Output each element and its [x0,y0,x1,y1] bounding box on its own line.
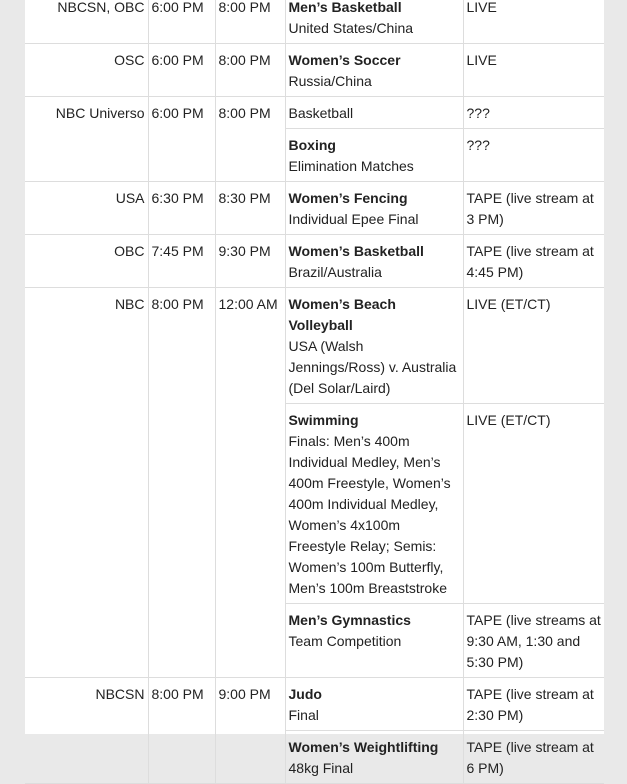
event-detail: United States/China [288,20,414,36]
program-cell [285,97,463,129]
tv-schedule-table [25,0,604,784]
event-detail: Individual Epee Final [288,211,419,227]
event-name: Women’s Weightlifting [288,739,439,755]
start-time-cell: 6:00 PM [148,0,215,44]
end-time-cell: 8:00 PM [215,0,285,44]
event-detail: Brazil/Australia [288,264,382,280]
program-cell [285,604,463,678]
event-detail: Russia/China [288,73,372,89]
event-name: Men’s Basketball [288,0,402,15]
broadcast-note-cell: TAPE (live stream at 6 PM) [463,731,604,784]
event-detail: Basketball [288,105,354,121]
broadcast-note-cell: TAPE (live streams at 9:30 AM, 1:30 and 5:30 PM) [463,604,604,678]
end-time-cell: 12:00 AM [215,288,285,678]
broadcast-note-cell: LIVE (ET/CT) [463,288,604,404]
broadcast-note-cell: LIVE [463,0,604,44]
event-detail: 48kg Final [288,760,354,776]
broadcast-note-cell: TAPE (live stream at 4:45 PM) [463,235,604,288]
event-name: Swimming [288,412,359,428]
end-time-cell: 8:30 PM [215,182,285,235]
end-time-cell: 9:30 PM [215,235,285,288]
network-cell: NBCSN, OBC [25,0,148,44]
event-name: Boxing [288,137,336,153]
broadcast-note-cell: TAPE (live stream at 2:30 PM) [463,678,604,731]
table-row [25,678,604,731]
program-cell [285,235,463,288]
table-row [25,288,604,404]
broadcast-note-cell: TAPE (live stream at 3 PM) [463,182,604,235]
program-cell [285,678,463,731]
end-time-cell: 9:00 PM [215,678,285,784]
event-detail: Team Competition [288,633,402,649]
start-time-cell: 6:00 PM [148,44,215,97]
event-detail: USA (Walsh Jennings/Ross) v. Australia (Del Solar/Laird) [288,338,457,396]
schedule-page [25,0,604,776]
table-row [25,182,604,235]
network-cell: OBC [25,235,148,288]
broadcast-note-cell: LIVE (ET/CT) [463,404,604,604]
network-cell: USA [25,182,148,235]
table-row [25,44,604,97]
event-name: Women’s Beach Volleyball [288,296,396,333]
program-cell [285,182,463,235]
event-detail: Final [288,707,319,723]
event-name: Women’s Basketball [288,243,424,259]
event-name: Men’s Gymnastics [288,612,411,628]
program-cell [285,731,463,784]
table-row [25,97,604,129]
broadcast-note-cell: ??? [463,129,604,182]
table-row [25,0,604,44]
broadcast-note-cell: ??? [463,97,604,129]
start-time-cell: 8:00 PM [148,288,215,678]
table-row [25,235,604,288]
event-name: Women’s Fencing [288,190,408,206]
program-cell [285,129,463,182]
broadcast-note-cell: LIVE [463,44,604,97]
end-time-cell: 8:00 PM [215,44,285,97]
start-time-cell: 6:00 PM [148,97,215,182]
event-name: Judo [288,686,322,702]
start-time-cell: 7:45 PM [148,235,215,288]
network-cell: OSC [25,44,148,97]
program-cell [285,288,463,404]
event-detail: Finals: Men’s 400m Individual Medley, Men’s 400m Freestyle, Women’s 400m Individual Medley, Women’s 4x100m Freestyle Relay; Semis: Women’s 100m Butterfly, Men’s 100m Breaststroke [288,433,451,596]
start-time-cell: 8:00 PM [148,678,215,784]
network-cell: NBCSN [25,678,148,784]
end-time-cell: 8:00 PM [215,97,285,182]
event-detail: Elimination Matches [288,158,414,174]
program-cell [285,44,463,97]
event-name: Women’s Soccer [288,52,401,68]
program-cell [285,404,463,604]
network-cell: NBC Universo [25,97,148,182]
program-cell [285,0,463,44]
network-cell: NBC [25,288,148,678]
start-time-cell: 6:30 PM [148,182,215,235]
